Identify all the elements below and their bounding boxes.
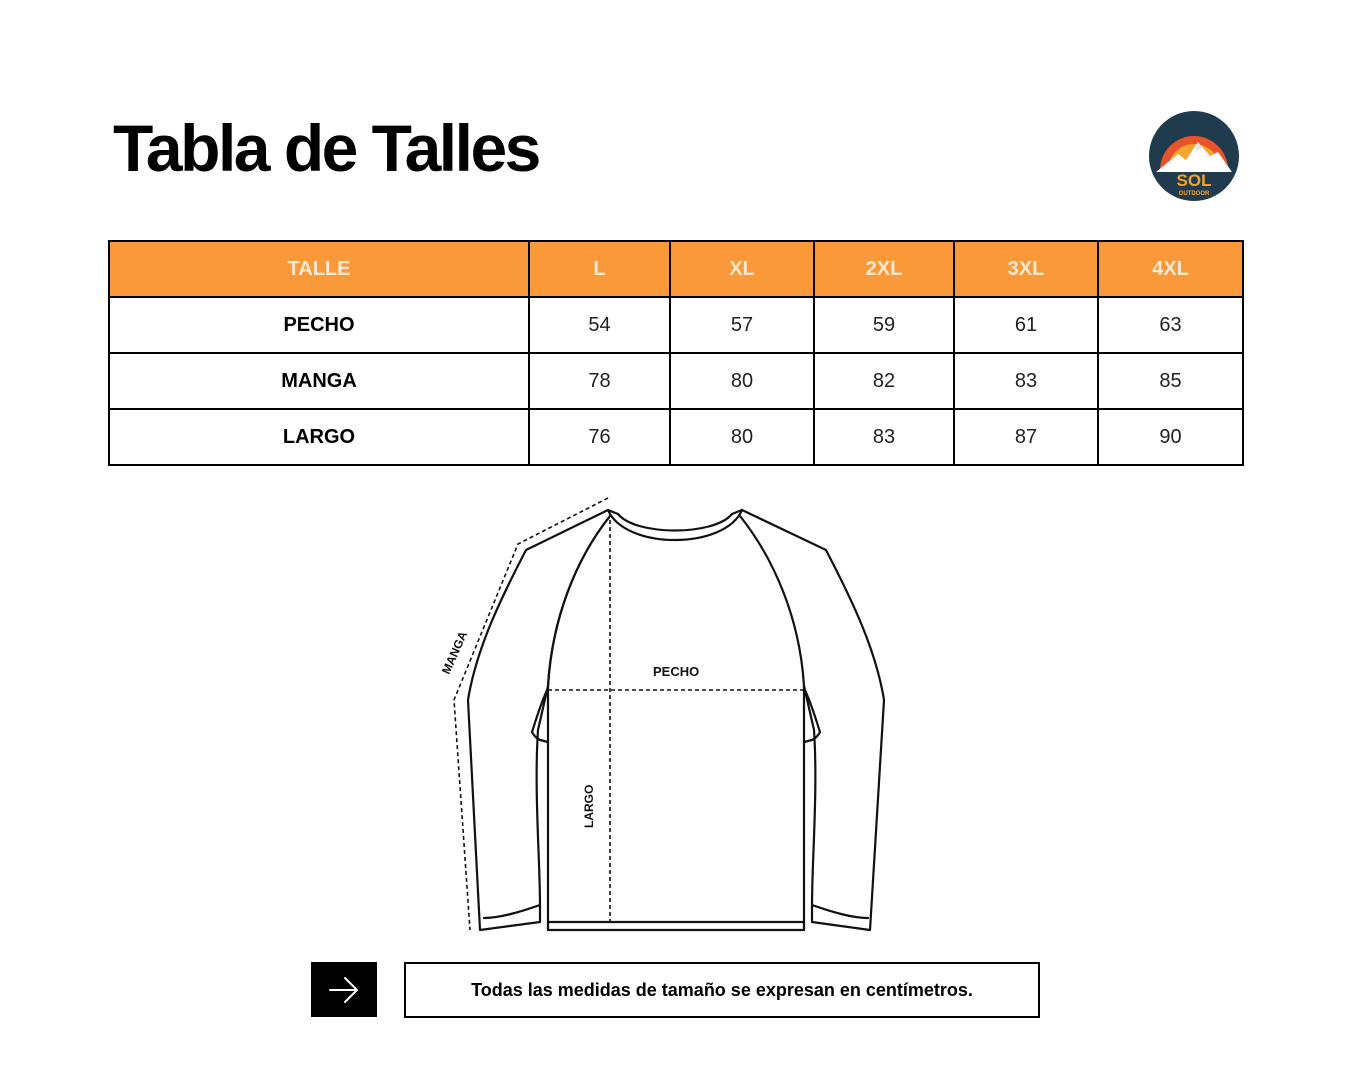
page-title: Tabla de Talles [113, 111, 539, 185]
table-header-row [109, 241, 1243, 297]
logo-text-main: SOL [1176, 171, 1212, 190]
table-cell: 87 [954, 409, 1098, 465]
manga-label: MANGA [438, 629, 471, 677]
table-row-pecho [109, 297, 1243, 353]
logo-text-sub: OUTDOOR [1178, 191, 1210, 197]
table-row-manga [109, 353, 1243, 409]
table-cell: 76 [529, 409, 670, 465]
table-cell: 83 [814, 409, 954, 465]
arrow-button [311, 962, 377, 1017]
largo-label: LARGO [582, 784, 596, 828]
measurement-note-text: Todas las medidas de tamaño se expresan en centímetros. [471, 979, 973, 1000]
table-cell: 82 [814, 353, 954, 409]
header-cell-talle: TALLE [109, 241, 529, 297]
table-cell: 54 [529, 297, 670, 353]
table-cell: 78 [529, 353, 670, 409]
header-cell-2xl: 2XL [814, 241, 954, 297]
table-cell: 90 [1098, 409, 1243, 465]
measurement-note [404, 962, 1040, 1018]
header-cell-xl: XL [670, 241, 814, 297]
pecho-label: PECHO [653, 664, 700, 679]
table-cell: 85 [1098, 353, 1243, 409]
shirt-diagram [420, 490, 920, 940]
header-cell-4xl: 4XL [1098, 241, 1243, 297]
sol-outdoor-logo [1148, 110, 1240, 202]
row-label: LARGO [109, 409, 529, 465]
arrow-right-icon [327, 975, 361, 1005]
table-cell: 83 [954, 353, 1098, 409]
header-cell-l: L [529, 241, 670, 297]
table-cell: 63 [1098, 297, 1243, 353]
header-cell-3xl: 3XL [954, 241, 1098, 297]
row-label: PECHO [109, 297, 529, 353]
size-table [108, 240, 1244, 466]
table-cell: 57 [670, 297, 814, 353]
table-cell: 59 [814, 297, 954, 353]
row-label: MANGA [109, 353, 529, 409]
table-cell: 80 [670, 353, 814, 409]
table-cell: 80 [670, 409, 814, 465]
table-row-largo [109, 409, 1243, 465]
table-cell: 61 [954, 297, 1098, 353]
